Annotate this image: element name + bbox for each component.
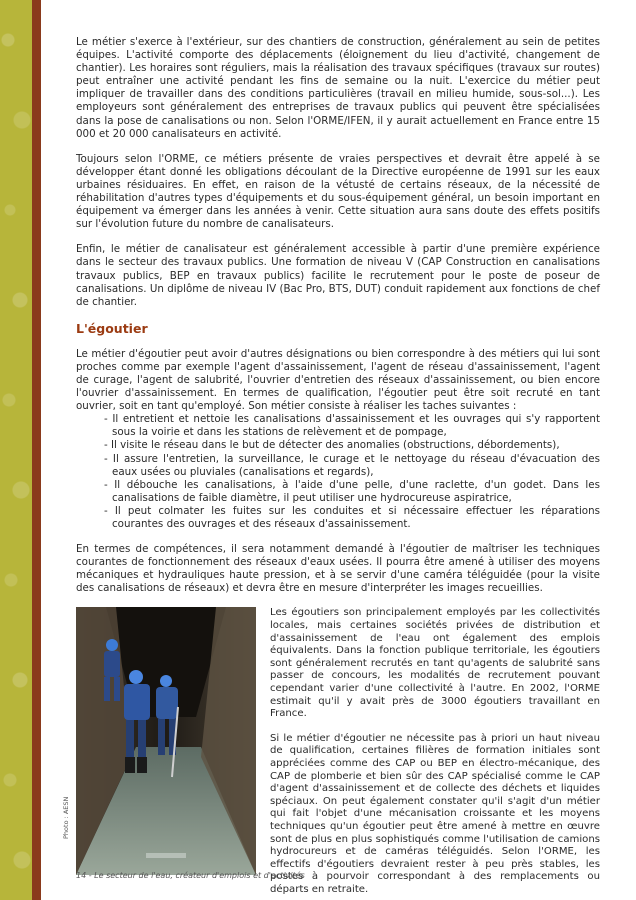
paragraph-egoutier-intro: Le métier d'égoutier peut avoir d'autres désignations ou bien correspondre à des métiers qui lui sont proches comme par exemple l'agent d'assainissement, l'agent de réseau d'assainissement, l'agent de curage, l'agent de salubrité, l'ouvrier d'entretien des réseaux d'assainissement, ou bien encore l'ouvrier d'assainissement. En termes de qualification, l'égoutier peut être soit recruté en tant ouvrier, soit en tant qu'employé. Son métier consiste à réaliser les taches suivantes : bbox=[76, 347, 600, 413]
paragraph-competences: En termes de compétences, il sera notamment demandé à l'égoutier de maîtriser les techniques courantes de fonctionnement des réseaux d'eaux usées. Il pourra être amené à utiliser des moyens mécaniques et hydrauliques haute pression, et à se servir d'une caméra téléguidée (pour la visite des canalisations de réseaux) et devra être en mesure d'interpréter les images recueillies. bbox=[76, 543, 600, 595]
task-item: - Il assure l'entretien, la surveillance, le curage et le nettoyage du réseau d'évacuation des eaux usées ou pluviales (canalisations et regards), bbox=[104, 452, 600, 478]
decorative-side-band bbox=[0, 0, 32, 900]
section-heading-egoutier: L'égoutier bbox=[76, 320, 148, 336]
photo-credit: Photo : AESN bbox=[62, 797, 70, 840]
photo-side-text bbox=[270, 607, 600, 900]
sewer-illustration bbox=[76, 607, 256, 875]
paragraph-qualification: Si le métier d'égoutier ne nécessite pas à priori un haut niveau de qualification, certaines filières de formation initiales sont appréciées comme des CAP ou BEP en électro-mécanique, des CAP de plomberie et bien sûr des CAP spécialisé comme le CAP d'agent d'assainissement et de collecte des déchets et liquides spéciaux. On peut également constater qu'il s'agit d'un métier qui fait l'objet d'une mécanisation croissante et les moyens techniques qu'un égoutier peut être amené à mettre en œuvre sont de plus en plus sophistiqués comme l'utilisation de camions hydrocureurs et de caméras téléguidés. Selon l'ORME, les effectifs d'égoutiers devraient rester à peu près stables, les postes à pourvoir correspondant à des remplacements ou départs en retraite. bbox=[270, 732, 600, 895]
task-item: - Il débouche les canalisations, à l'aide d'une pelle, d'une raclette, d'un godet. Dans les canalisations de faible diamètre, il peut utiliser une hydrocureuse aspiratrice, bbox=[104, 478, 600, 504]
task-item: - Il visite le réseau dans le but de détecter des anomalies (obstructions, débordements), bbox=[104, 439, 560, 452]
task-list bbox=[76, 413, 600, 531]
task-item: - Il entretient et nettoie les canalisations d'assainissement et les ouvrages qui s'y rapportent sous la voirie et dans les stations de relèvement et de pompage, bbox=[104, 413, 600, 439]
paragraph-work-conditions: Le métier s'exerce à l'extérieur, sur des chantiers de construction, généralement au sein de petites équipes. L'activité comporte des déplacements (éloignement du lieu d'activité, changement de chantier). Les horaires sont réguliers, mais la réalisation des travaux spécifiques (travaux sur routes) peut entraîner une activité pendant les fins de semaine ou la nuit. L'exercice du métier peut impliquer de travailler dans des conditions particulières (travail en milieu humide, sous-sol...). Les employeurs sont généralement des entreprises de travaux publics qui peuvent être spécialisées dans la pose de canalisations ou non. Selon l'ORME/IFEN, il y aurait actuellement en France entre 15 000 et 20 000 canalisateurs en activité. bbox=[76, 36, 600, 140]
paragraph-training: Enfin, le métier de canalisateur est généralement accessible à partir d'une première expérience dans le secteur des travaux publics. Une formation de niveau V (CAP Construction en canalisations travaux publics, BEP en travaux publics) facilite le recrutement pour le poste de poseur de canalisations. Un diplôme de niveau IV (Bac Pro, BTS, DUT) conduit rapidement aux fonctions de chef de chantier. bbox=[76, 243, 600, 308]
paragraph-perspectives: Toujours selon l'ORME, ce métiers présente de vraies perspectives et devrait être appelé à se développer étant donné les obligations découlant de la Directive européenne de 1991 sur les eaux urbaines résiduaires. En effet, en raison de la vétusté de certains réseaux, de la nécessité de réhabilitation d'autres types d'équipements et du sous-équipement général, un besoin important en équipement va émerger dans les années à venir. Cette situation aura sans doute des effets positifs sur l'évolution future du nombre de canalisateurs. bbox=[76, 152, 600, 231]
task-item: - Il peut colmater les fuites sur les conduites et si nécessaire effectuer les réparations courantes des ouvrages et des réseaux d'assainissement. bbox=[104, 504, 600, 530]
decorative-side-stripe bbox=[32, 0, 41, 900]
sewer-workers-photo bbox=[76, 607, 256, 875]
paragraph-employers: Les égoutiers son principalement employés par les collectivités locales, mais certaines sociétés privées de distribution et d'assainissement de l'eau ont également des emplois équivalents. Dans la fonction publique territoriale, les égoutiers sont généralement recrutés en tant qu'agents de salubrité sans passer de concours, les modalités de recrutement pouvant cependant varier d'une collectivité à l'autre. En 2002, l'ORME estimait qu'il y avait près de 3000 égoutiers travaillant en France. bbox=[270, 607, 600, 720]
page-footer: 14 - Le secteur de l'eau, créateur d'emplois et d'activités bbox=[76, 871, 305, 880]
